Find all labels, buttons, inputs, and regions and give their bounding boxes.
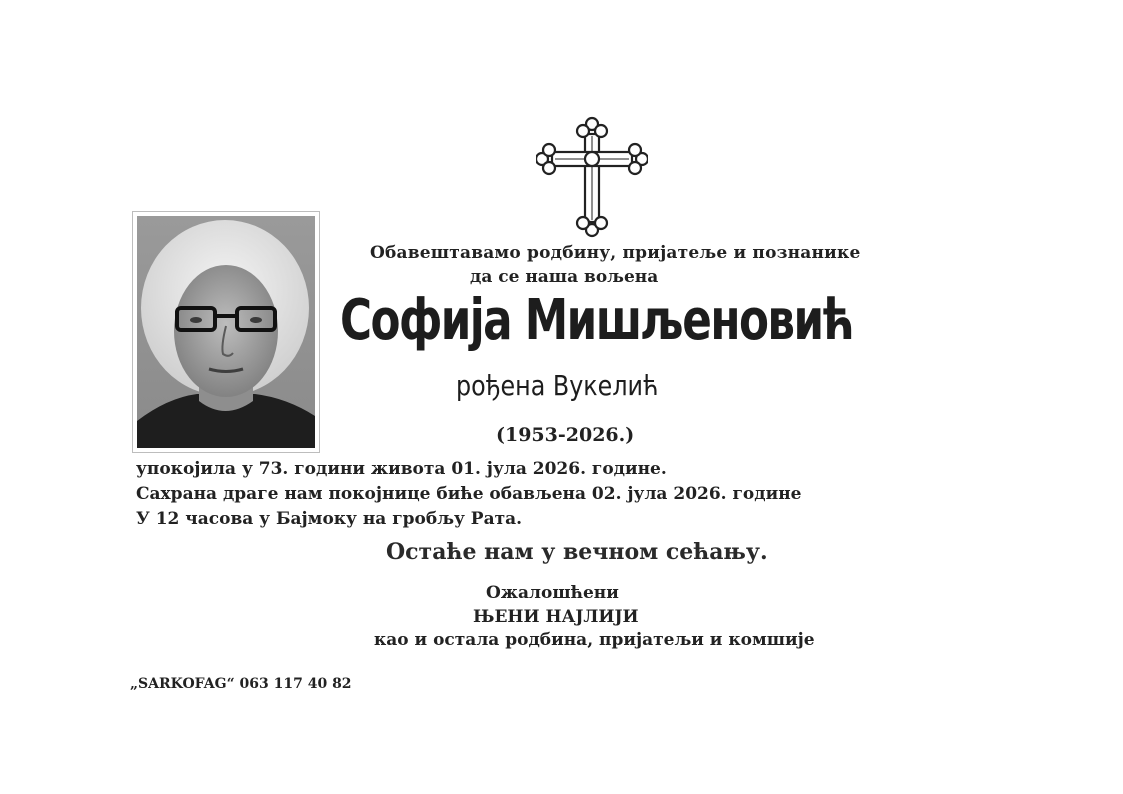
mourners-others: као и остала родбина, пријатељи и комшије — [374, 630, 815, 650]
intro-line-1: Обавештавамо родбину, пријатеље и познанике — [370, 243, 861, 263]
notice-line-1: упокојила у 73. години живота 01. јула 2026. године. — [136, 459, 667, 479]
notice-line-3: У 12 часова у Бајмоку на гробљу Рата. — [136, 509, 523, 529]
portrait-frame — [132, 211, 320, 453]
mourners-heading: Ожалошћени — [486, 583, 619, 603]
intro-line-2: да се наша вољена — [470, 267, 659, 287]
mourners-closest: ЊЕНИ НАЈЛИЈИ — [473, 607, 639, 627]
cross-icon — [536, 114, 648, 238]
memory-line: Остаће нам у вечном сећању. — [386, 539, 768, 565]
portrait-photo — [137, 216, 315, 448]
maiden-name: рођена Вукелић — [456, 369, 659, 402]
life-years: (1953-2026.) — [496, 424, 635, 446]
deceased-name: Софија Мишљеновић — [340, 288, 854, 353]
funeral-agency-contact: „SARKOFAG“ 063 117 40 82 — [130, 676, 352, 692]
notice-line-2: Сахрана драге нам покојнице биће обављена 02. јула 2026. године — [136, 484, 802, 504]
